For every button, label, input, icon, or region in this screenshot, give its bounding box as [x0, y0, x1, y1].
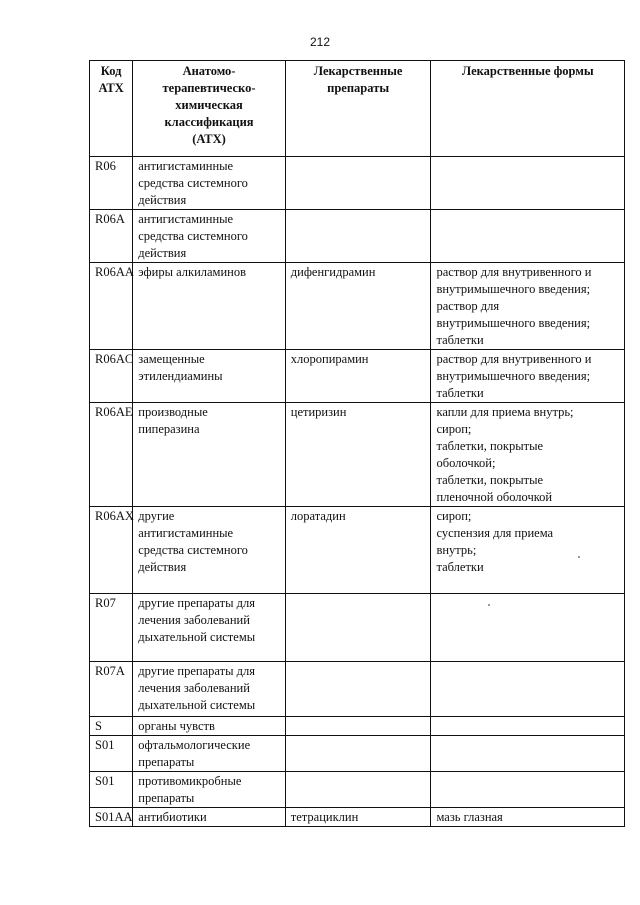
- cell-forms: [431, 594, 625, 662]
- cell-class: [133, 717, 286, 736]
- cell-drug: [285, 403, 431, 507]
- cell-forms-line: внутримышечного введения;: [436, 316, 591, 330]
- cell-class-line: препараты: [138, 755, 195, 769]
- cell-class: [133, 736, 286, 772]
- cell-class-line: производные: [138, 405, 208, 419]
- cell-class-line: офтальмологические: [138, 738, 251, 752]
- table-row: [90, 772, 625, 808]
- scan-speck: [578, 556, 580, 558]
- header-row: [90, 61, 625, 157]
- cell-class-line: средства системного: [138, 176, 248, 190]
- cell-class-line: пиперазина: [138, 422, 200, 436]
- table-row: [90, 350, 625, 403]
- cell-class-line: препараты: [138, 791, 195, 805]
- cell-class-line: средства системного: [138, 543, 248, 557]
- cell-class-line: антигистаминные: [138, 212, 234, 226]
- cell-class-line: дыхательной системы: [138, 698, 256, 712]
- table-row: [90, 594, 625, 662]
- cell-code: [90, 157, 133, 210]
- cell-class: [133, 594, 286, 662]
- cell-drug-line: тетрациклин: [290, 810, 359, 824]
- cell-code: [90, 350, 133, 403]
- cell-class-line: этилендиамины: [138, 369, 223, 383]
- cell-code: [90, 808, 133, 827]
- cell-code-line: R06AA: [95, 265, 134, 279]
- cell-class-line: замещенные: [138, 352, 205, 366]
- cell-code: [90, 507, 133, 594]
- header-code-line: АТХ: [98, 81, 124, 95]
- header-code: [90, 61, 133, 157]
- cell-class: [133, 403, 286, 507]
- table-row: [90, 736, 625, 772]
- cell-forms: [431, 210, 625, 263]
- cell-forms-line: сироп;: [436, 509, 472, 523]
- cell-forms-line: раствор для: [436, 299, 500, 313]
- cell-drug: [285, 263, 431, 350]
- cell-forms-line: раствор для внутривенного и: [436, 352, 592, 366]
- cell-code: [90, 736, 133, 772]
- cell-code-line: R07A: [95, 664, 125, 678]
- cell-forms-line: внутримышечного введения;: [436, 282, 591, 296]
- cell-class: [133, 507, 286, 594]
- cell-drug-line: дифенгидрамин: [290, 265, 376, 279]
- cell-class-line: лечения заболеваний: [138, 681, 250, 695]
- header-class-line: (АТХ): [192, 132, 226, 146]
- cell-class-line: лечения заболеваний: [138, 613, 250, 627]
- cell-code-line: S01: [95, 774, 115, 788]
- cell-class: [133, 350, 286, 403]
- cell-drug-line: лоратадин: [290, 509, 346, 523]
- cell-forms-line: внутримышечного введения;: [436, 369, 591, 383]
- header-code-line: Код: [100, 64, 122, 78]
- header-drugs-line: Лекарственные: [313, 64, 403, 78]
- cell-class-line: действия: [138, 246, 187, 260]
- cell-forms-line: таблетки, покрытые: [436, 439, 544, 453]
- cell-forms: [431, 403, 625, 507]
- cell-forms: [431, 772, 625, 808]
- cell-code: [90, 210, 133, 263]
- cell-code-line: R06: [95, 159, 116, 173]
- header-drugs: [285, 61, 431, 157]
- cell-drug-line: цетиризин: [290, 405, 347, 419]
- cell-code: [90, 772, 133, 808]
- table-row: [90, 662, 625, 717]
- cell-drug: [285, 507, 431, 594]
- cell-class: [133, 662, 286, 717]
- cell-class: [133, 808, 286, 827]
- cell-class: [133, 157, 286, 210]
- atx-table: [89, 60, 625, 827]
- header-drugs-line: препараты: [327, 81, 390, 95]
- cell-forms: [431, 350, 625, 403]
- cell-code-line: R06AC: [95, 352, 134, 366]
- cell-drug: [285, 772, 431, 808]
- cell-drug: [285, 808, 431, 827]
- cell-forms-line: оболочкой;: [436, 456, 496, 470]
- cell-forms-line: мазь глазная: [436, 810, 503, 824]
- cell-class: [133, 210, 286, 263]
- cell-class-line: антибиотики: [138, 810, 207, 824]
- cell-class-line: действия: [138, 193, 187, 207]
- cell-code-line: S01: [95, 738, 115, 752]
- cell-drug: [285, 717, 431, 736]
- cell-class-line: антигистаминные: [138, 526, 234, 540]
- cell-class-line: средства системного: [138, 229, 248, 243]
- cell-class: [133, 263, 286, 350]
- cell-code: [90, 594, 133, 662]
- cell-forms-line: таблетки: [436, 560, 484, 574]
- cell-forms-line: таблетки: [436, 333, 484, 347]
- table-row: [90, 210, 625, 263]
- table-row: [90, 717, 625, 736]
- table-row: [90, 507, 625, 594]
- cell-forms-line: пленочной оболочкой: [436, 490, 553, 504]
- cell-forms: [431, 507, 625, 594]
- cell-forms-line: таблетки: [436, 386, 484, 400]
- cell-code: [90, 403, 133, 507]
- cell-class-line: другие препараты для: [138, 664, 255, 678]
- header-class-line: Анатомо-: [182, 64, 236, 78]
- cell-forms: [431, 157, 625, 210]
- cell-forms-line: раствор для внутривенного и: [436, 265, 592, 279]
- header-class: [133, 61, 286, 157]
- table-row: [90, 808, 625, 827]
- cell-forms-line: сироп;: [436, 422, 472, 436]
- cell-code: [90, 263, 133, 350]
- cell-drug-line: хлоропирамин: [290, 352, 369, 366]
- page-number: 212: [309, 35, 331, 49]
- cell-forms: [431, 808, 625, 827]
- cell-code-line: R06A: [95, 212, 125, 226]
- cell-class-line: антигистаминные: [138, 159, 234, 173]
- cell-drug: [285, 210, 431, 263]
- cell-drug: [285, 594, 431, 662]
- cell-code-line: S: [95, 719, 102, 733]
- cell-class-line: действия: [138, 560, 187, 574]
- cell-class-line: дыхательной системы: [138, 630, 256, 644]
- cell-forms-line: капли для приема внутрь;: [436, 405, 574, 419]
- cell-class-line: эфиры алкиламинов: [138, 265, 246, 279]
- cell-drug: [285, 350, 431, 403]
- cell-class-line: органы чувств: [138, 719, 215, 733]
- cell-class-line: противомикробные: [138, 774, 242, 788]
- cell-code: [90, 662, 133, 717]
- table-row: [90, 157, 625, 210]
- scan-speck: [488, 604, 490, 606]
- header-class-line: классификация: [164, 115, 254, 129]
- cell-code: [90, 717, 133, 736]
- header-forms: [431, 61, 625, 157]
- header-forms-line: Лекарственные формы: [461, 64, 594, 78]
- cell-forms: [431, 662, 625, 717]
- cell-forms-line: суспензия для приема: [436, 526, 554, 540]
- cell-drug: [285, 736, 431, 772]
- cell-forms: [431, 263, 625, 350]
- cell-code-line: R06AE: [95, 405, 133, 419]
- header-class-line: химическая: [175, 98, 243, 112]
- cell-drug: [285, 662, 431, 717]
- cell-forms: [431, 736, 625, 772]
- cell-code-line: R06AX: [95, 509, 134, 523]
- cell-forms: [431, 717, 625, 736]
- cell-class: [133, 772, 286, 808]
- cell-class-line: другие препараты для: [138, 596, 255, 610]
- cell-forms-line: внутрь;: [436, 543, 477, 557]
- table-row: [90, 403, 625, 507]
- cell-forms-line: таблетки, покрытые: [436, 473, 544, 487]
- header-class-line: терапевтическо-: [162, 81, 256, 95]
- cell-drug: [285, 157, 431, 210]
- cell-class-line: другие: [138, 509, 175, 523]
- table-row: [90, 263, 625, 350]
- cell-code-line: R07: [95, 596, 116, 610]
- cell-code-line: S01AA: [95, 810, 133, 824]
